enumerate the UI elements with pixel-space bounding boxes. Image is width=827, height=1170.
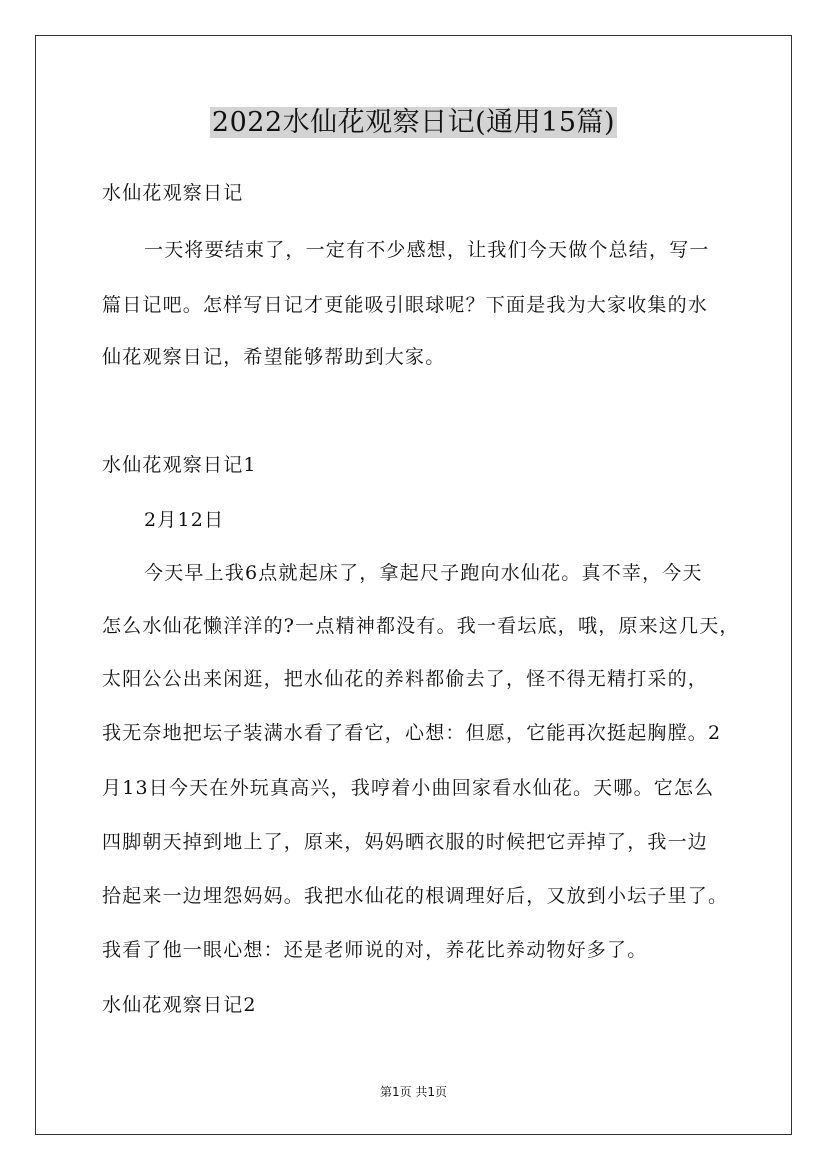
paragraph-line: 拾起来一边埋怨妈妈。我把水仙花的根调理好后，又放到小坛子里了。	[102, 885, 729, 907]
title-text: 2022水仙花观察日记(通用15篇)	[211, 107, 616, 138]
paragraph-line: 今天早上我6点就起床了，拿起尺子跑向水仙花。真不幸，今天	[144, 562, 703, 584]
paragraph-line: 我看了他一眼心想：还是老师说的对，养花比养动物好多了。	[102, 939, 648, 961]
paragraph-line: 月13日今天在外玩真高兴，我哼着小曲回家看水仙花。天哪。它怎么	[102, 777, 715, 799]
paragraph-line: 篇日记吧。怎样写日记才更能吸引眼球呢？下面是我为大家收集的水	[102, 294, 709, 316]
paragraph-line: 怎么水仙花懒洋洋的?一点精神都没有。我一看坛底，哦，原来这几天，	[102, 615, 740, 637]
paragraph-line: 一天将要结束了，一定有不少感想，让我们今天做个总结，写一	[144, 239, 710, 261]
section-heading: 水仙花观察日记	[102, 182, 244, 204]
section-heading: 水仙花观察日记2	[102, 994, 257, 1016]
paragraph-line: 太阳公公出来闲逛，把水仙花的养料都偷去了，怪不得无精打采的，	[102, 668, 709, 690]
diary-date: 2月12日	[144, 509, 225, 531]
paragraph-line: 四脚朝天掉到地上了，原来，妈妈晒衣服的时候把它弄掉了，我一边	[102, 831, 709, 853]
paragraph-line: 仙花观察日记，希望能够帮助到大家。	[102, 346, 446, 368]
paragraph-line: 我无奈地把坛子装满水看了看它，心想：但愿，它能再次挺起胸膛。2	[102, 722, 722, 744]
page-number-footer: 第1页 共1页	[379, 1085, 448, 1099]
section-heading: 水仙花观察日记1	[102, 454, 257, 476]
document-title	[0, 100, 827, 146]
